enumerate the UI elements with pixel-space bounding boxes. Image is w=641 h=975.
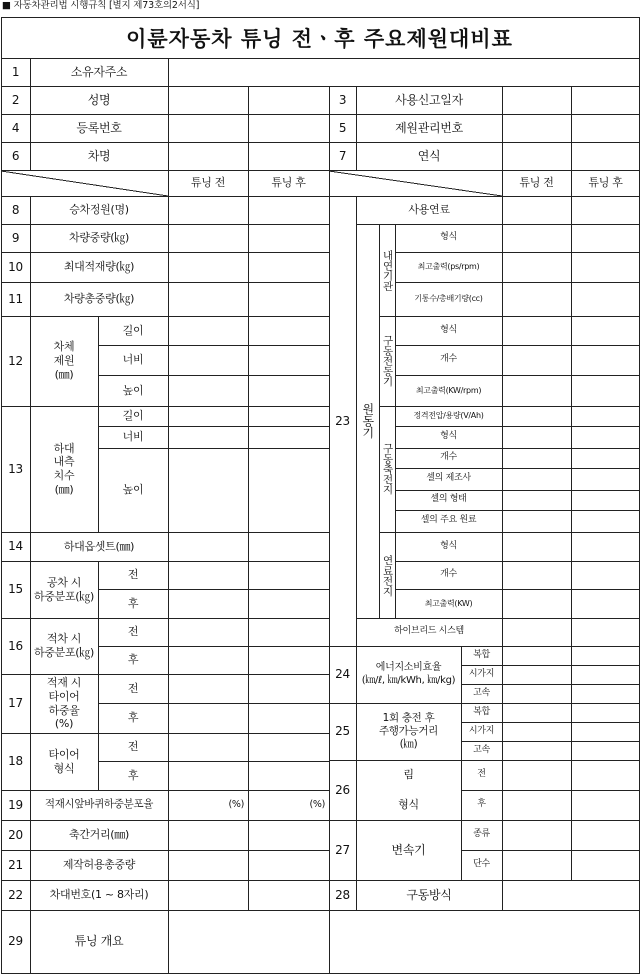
cargo-length-label: 길이	[122, 409, 144, 423]
cargo-inner-dimensions-label: 하대 내측 치수 (㎜)	[53, 441, 75, 496]
model-year-label: 연식	[417, 148, 441, 163]
col-header-after-left: 튜닝 후	[271, 176, 306, 190]
laden-load-distribution-label: 적차 시 하중분포(㎏)	[34, 632, 94, 659]
body-width-label: 너비	[122, 353, 144, 367]
tire-type-rear-label: 후	[127, 768, 139, 782]
row-num-26: 26	[335, 782, 350, 797]
hybrid-system-label: 하이브리드 시스템	[394, 626, 464, 637]
row-num-3: 3	[338, 92, 347, 107]
rim-rear-label: 후	[477, 799, 486, 810]
row-num-2: 2	[11, 92, 20, 107]
row-num-27: 27	[335, 842, 350, 857]
row-num-4: 4	[11, 120, 20, 135]
tire-type-front-label: 전	[127, 740, 139, 754]
body-length-label: 길이	[122, 323, 144, 337]
row-num-29: 29	[8, 934, 23, 948]
drive-type-label: 구동방식	[406, 887, 452, 902]
transmission-kind-label: 종류	[473, 829, 490, 840]
fuel-cell-type-label: 형식	[440, 540, 457, 551]
row-num-23: 23	[335, 413, 350, 428]
cell-material-label: 셀의 주요 원료	[420, 515, 477, 526]
motor-count-label: 개수	[440, 354, 457, 365]
row-num-10: 10	[8, 259, 23, 274]
row-num-12: 12	[8, 353, 23, 368]
motor-max-output-label: 최고출력(KW/rpm)	[415, 385, 482, 395]
ice-cylinders-label: 기통수/총배기량(cc)	[414, 294, 483, 303]
row-num-18: 18	[8, 754, 23, 768]
tuning-summary-label: 튜닝 개요	[74, 934, 124, 948]
registration-number-label: 등록번호	[76, 120, 122, 135]
col-header-before-left: 튜닝 전	[190, 176, 226, 190]
row-num-1: 1	[11, 64, 20, 79]
energy-efficiency-label: 에너지소비효율 (㎞/ℓ, ㎞/kWh, ㎞/kg)	[361, 662, 456, 686]
cargo-width-label: 너비	[122, 430, 144, 444]
row-num-7: 7	[338, 148, 347, 163]
range-per-charge-label: 1회 충전 후 주행가능거리 (㎞)	[378, 711, 439, 751]
row-num-13: 13	[8, 461, 23, 476]
row-num-9: 9	[11, 230, 20, 245]
row-num-20: 20	[8, 827, 23, 842]
cell-shape-label: 셀의 형태	[430, 494, 467, 505]
fuel-cell-max-output-label: 최고출력(KW)	[424, 598, 473, 608]
row-num-16: 16	[8, 638, 23, 653]
vehicle-name-label: 차명	[87, 148, 111, 163]
tire-load-rear-label: 후	[127, 711, 139, 725]
name-label: 성명	[87, 92, 111, 107]
form-title: 이륜자동차 튜닝 전ㆍ후 주요제원대비표	[126, 27, 513, 51]
cell-manufacturer-label: 셀의 제조사	[426, 473, 471, 484]
front-wheel-load-ratio-label: 적재시앞바퀴하중분포율	[44, 798, 154, 811]
transmission-gears-label: 단수	[473, 859, 490, 870]
ice-label: 내연기관	[381, 249, 394, 291]
permitted-gross-weight-label: 제작허용총중량	[62, 858, 136, 872]
row-num-25: 25	[335, 724, 350, 738]
battery-type-label: 형식	[440, 431, 457, 442]
cargo-offset-label: 하대옵셋트(㎜)	[63, 539, 135, 553]
row-num-5: 5	[338, 120, 347, 135]
range-combined-label: 복합	[473, 706, 490, 717]
efficiency-city-label: 시가지	[468, 668, 495, 679]
row-num-8: 8	[11, 202, 20, 217]
seating-capacity-label: 승차정원(명)	[69, 203, 129, 217]
ice-type-label: 형식	[440, 232, 457, 243]
col-header-after-right: 튜닝 후	[588, 176, 623, 190]
front-wheel-ratio-unit-before: (%)	[228, 799, 244, 811]
unladen-rear-label: 후	[127, 596, 139, 610]
transmission-label: 변속기	[391, 842, 426, 857]
row-num-11: 11	[8, 291, 23, 306]
rim-front-label: 전	[477, 769, 486, 780]
row-num-22: 22	[8, 887, 23, 902]
unladen-load-distribution-label: 공차 시 하중분포(㎏)	[34, 575, 94, 603]
front-wheel-ratio-unit-after: (%)	[309, 799, 325, 811]
owner-address-label: 소유자주소	[70, 64, 128, 79]
chassis-number-label: 차대번호(1 ~ 8자리)	[49, 888, 149, 902]
range-city-label: 시가지	[468, 725, 495, 736]
ice-max-output-label: 최고출력(ps/rpm)	[417, 262, 480, 271]
usage-report-date-label: 사용신고일자	[395, 92, 463, 107]
row-num-15: 15	[8, 582, 23, 596]
spec-management-number-label: 제원관리번호	[395, 120, 463, 135]
body-height-label: 높이	[122, 383, 144, 397]
cargo-height-label: 높이	[122, 483, 144, 497]
tire-load-ratio-label: 적재 시 타이어 하중율 (%)	[46, 676, 82, 731]
tire-load-front-label: 전	[127, 681, 139, 695]
battery-count-label: 개수	[440, 452, 457, 463]
laden-front-label: 전	[127, 625, 139, 639]
row-num-14: 14	[8, 539, 23, 553]
max-load-label: 최대적재량(㎏)	[63, 260, 135, 274]
wheelbase-label: 축간거리(㎜)	[69, 828, 129, 842]
col-header-before-right: 튜닝 전	[519, 176, 554, 190]
drive-battery-label: 구동축전지	[381, 443, 394, 495]
engine-label: 원동기	[360, 403, 375, 439]
fuel-type-label: 사용연료	[408, 203, 450, 217]
drive-motor-label: 구동전동기	[381, 335, 394, 387]
motor-type-label: 형식	[440, 324, 457, 335]
range-highway-label: 고속	[473, 744, 490, 755]
battery-voltage-capacity-label: 정격전압/용량(V/Ah)	[413, 411, 484, 420]
row-num-28: 28	[335, 887, 350, 902]
laden-rear-label: 후	[127, 653, 139, 667]
efficiency-combined-label: 복합	[473, 649, 490, 660]
row-num-17: 17	[8, 696, 23, 710]
rim-type-label: 형식	[398, 798, 419, 812]
row-num-19: 19	[8, 797, 23, 812]
unladen-front-label: 전	[127, 568, 139, 582]
fuel-cell-count-label: 개수	[440, 569, 457, 580]
fuel-cell-label: 연료전지	[381, 554, 394, 596]
efficiency-highway-label: 고속	[473, 687, 490, 698]
law-reference: ■ 자동차관리법 시행규칙 [별지 제73호의2서식]	[2, 0, 200, 11]
tire-type-label: 타이어 형식	[48, 747, 80, 775]
row-num-21: 21	[8, 857, 23, 872]
row-num-6: 6	[11, 148, 20, 163]
vehicle-weight-label: 차량중량(㎏)	[69, 231, 129, 245]
rim-label: 림	[403, 768, 414, 782]
row-num-24: 24	[335, 667, 350, 681]
body-dimensions-label: 차체 제원 (㎜)	[53, 340, 75, 381]
gross-weight-label: 차량총중량(㎏)	[63, 292, 135, 306]
